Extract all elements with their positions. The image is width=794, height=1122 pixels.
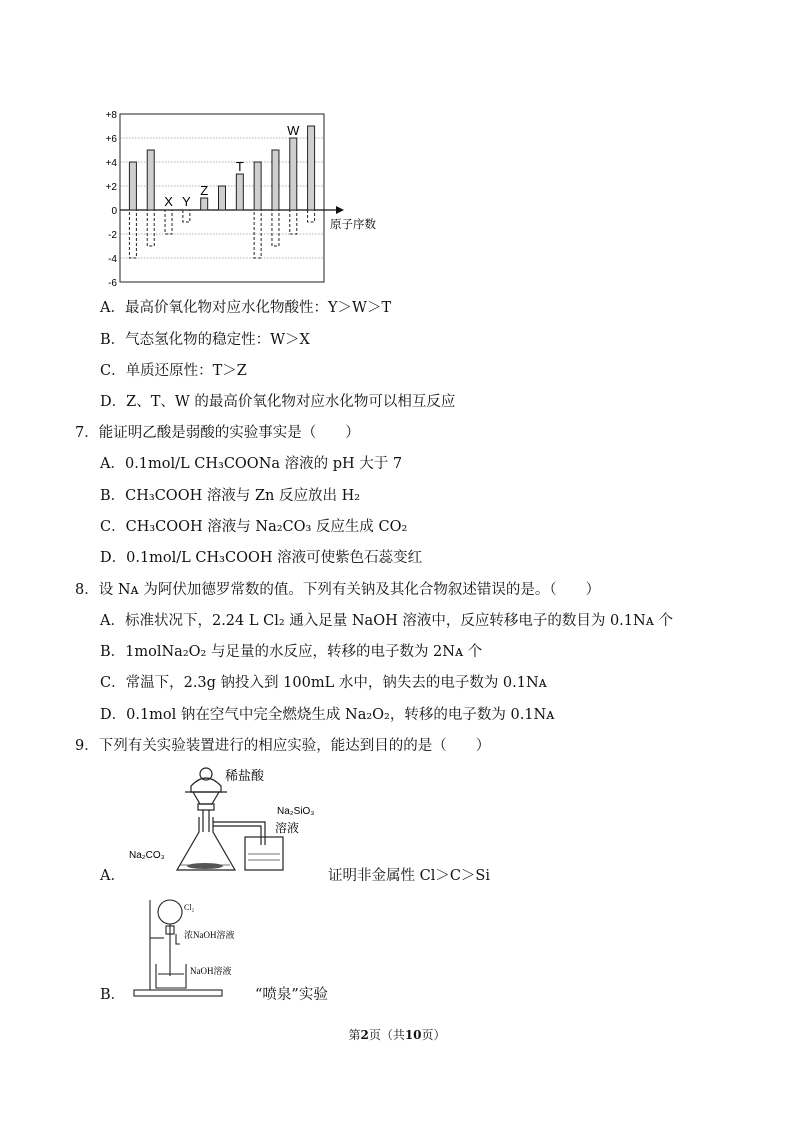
q9-option-a-text: 证明非金属性 Cl＞C＞Si — [328, 868, 491, 884]
apparatus-b-figure — [128, 890, 258, 1000]
q7-option-a: A．0.1mol/L CH₃COONa 溶液的 pH 大于 7 — [100, 456, 403, 472]
q8-option-d: D．0.1mol 钠在空气中完全燃烧生成 Na₂O₂，转移的电子数为 0.1Nᴀ — [100, 707, 555, 723]
chart-x-axis-arrow — [336, 206, 344, 214]
chart-tick-label: 0 — [111, 206, 117, 217]
chart-bar-label: X — [164, 194, 173, 209]
q9-option-a-letter: A． — [100, 868, 125, 884]
chart-x-axis-label: 原子序数 — [330, 219, 376, 231]
chart-tick-label: +6 — [105, 134, 117, 145]
footer-page-number: 2 — [360, 1028, 369, 1042]
q8-stem: 8．设 Nᴀ 为阿伏加德罗常数的值。下列有关钠及其化合物叙述错误的是。（ ） — [75, 582, 601, 598]
chart-bar-negative — [183, 210, 190, 222]
chart-bar-positive — [308, 126, 315, 210]
q8-option-a: A．标准状况下，2.24 L Cl₂ 通入足量 NaOH 溶液中，反应转移电子的数目为 0.1Nᴀ 个 — [100, 613, 673, 629]
chart-bar-positive — [147, 150, 154, 210]
label-naoh: NaOH溶液 — [190, 966, 232, 976]
footer-total-pages: 10 — [404, 1028, 422, 1042]
footer-mid: 页（共 — [368, 1028, 405, 1042]
q6-option-b: B．气态氢化物的稳定性：W＞X — [100, 332, 310, 348]
chart-bar-positive — [219, 186, 226, 210]
q7-stem: 7．能证明乙酸是弱酸的实验事实是（ ） — [75, 425, 360, 441]
chart-bar-label: T — [235, 159, 244, 174]
q8-option-b: B．1molNa₂O₂ 与足量的水反应，转移的电子数为 2Nᴀ 个 — [100, 644, 483, 660]
chart-bar-label: Y — [182, 194, 191, 209]
chart-tick-label: +2 — [105, 182, 117, 193]
apparatus-a-figure — [125, 762, 325, 880]
chart-tick-label: -6 — [108, 278, 117, 289]
q6-option-d: D．Z、T、W 的最高价氧化物对应水化物可以相互反应 — [100, 394, 456, 410]
chart-bar-positive — [272, 150, 279, 210]
footer-prefix: 第 — [348, 1028, 361, 1042]
chart-bar-negative — [290, 210, 297, 234]
q6-option-a: A．最高价氧化物对应水化物酸性：Y＞W＞T — [100, 300, 392, 316]
chart-bar-negative — [272, 210, 279, 246]
footer-suffix: 页） — [421, 1028, 446, 1042]
chart-tick-label: -4 — [108, 254, 117, 265]
chart-tick-label: +8 — [105, 110, 117, 121]
q6-option-c: C．单质还原性：T＞Z — [100, 363, 247, 379]
chart-bar-label: W — [287, 123, 300, 138]
chart-bar-positive — [201, 198, 208, 210]
valence-chart — [96, 110, 396, 290]
chart-bar-positive — [254, 162, 261, 210]
q7-option-c: C．CH₃COOH 溶液与 Na₂CO₃ 反应生成 CO₂ — [100, 519, 408, 535]
label-dilute-hcl: 稀盐酸 — [225, 768, 265, 783]
chart-bar-negative — [147, 210, 154, 246]
chart-tick-label: +4 — [105, 158, 117, 169]
label-conc-naoh: 浓NaOH溶液 — [184, 930, 235, 940]
label-solution: 溶液 — [275, 821, 300, 835]
chart-tick-label: -2 — [108, 230, 117, 241]
q9-option-b-letter: B． — [100, 987, 126, 1003]
chart-bar-positive — [129, 162, 136, 210]
page-footer — [0, 1026, 794, 1043]
q7-option-d: D．0.1mol/L CH₃COOH 溶液可使紫色石蕊变红 — [100, 550, 423, 566]
chart-bar-positive — [290, 138, 297, 210]
label-cl2: Cl₂ — [184, 903, 195, 912]
q7-option-b: B．CH₃COOH 溶液与 Zn 反应放出 H₂ — [100, 488, 361, 504]
chart-bar-positive — [236, 174, 243, 210]
chart-bar-negative — [308, 210, 315, 222]
q9-option-b-text: “喷泉”实验 — [255, 987, 328, 1003]
q9-stem: 9．下列有关实验装置进行的相应实验，能达到目的的是（ ） — [75, 738, 491, 754]
label-na2sio3: Na₂SiO₃ — [277, 806, 315, 817]
chart-bar-label: Z — [200, 183, 209, 198]
label-na2co3: Na₂CO₃ — [129, 850, 165, 861]
chart-bar-negative — [165, 210, 172, 234]
q8-option-c: C．常温下，2.3g 钠投入到 100mL 水中，钠失去的电子数为 0.1Nᴀ — [100, 675, 547, 691]
